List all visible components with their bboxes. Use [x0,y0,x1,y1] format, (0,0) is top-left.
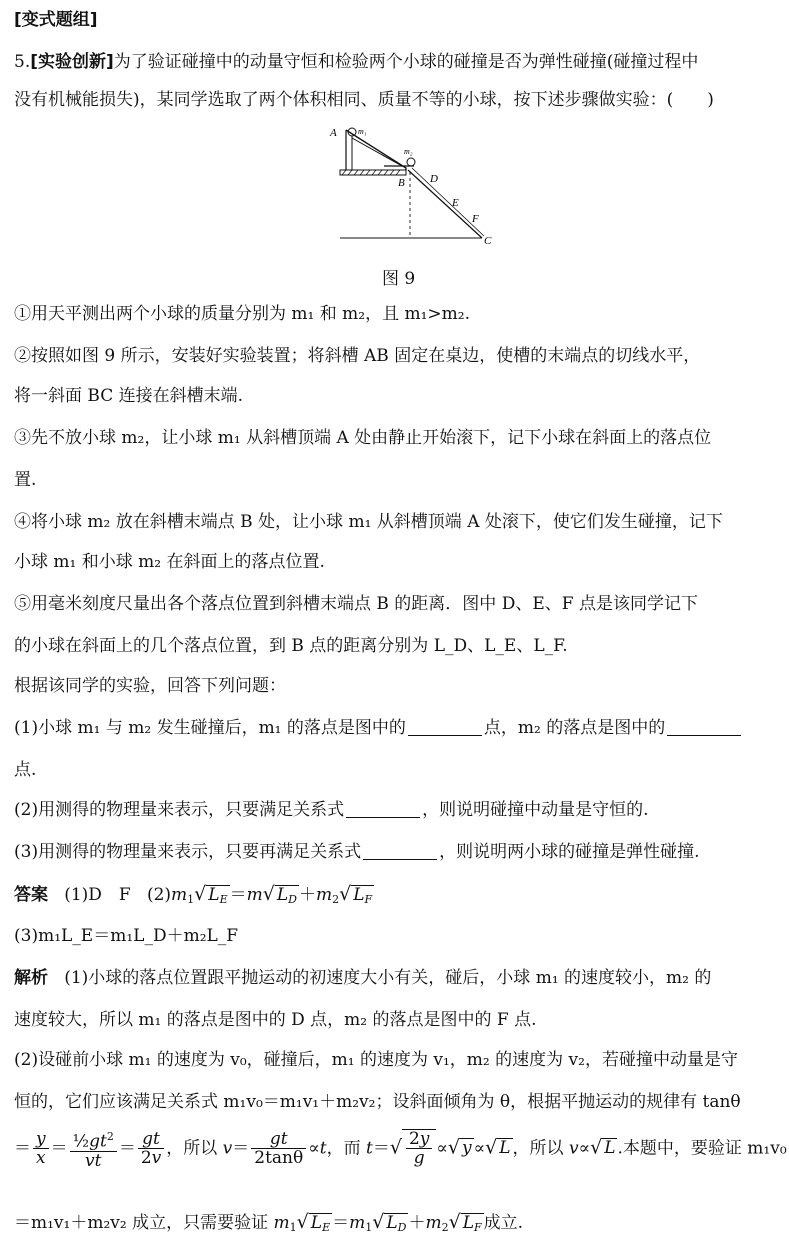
label-f: F [472,213,479,225]
step-2-line-2: 将一斜面 BC 连接在斜槽末端. [14,386,244,406]
q1-pre: (1)小球 m₁ 与 m₂ 发生碰撞后，m₁ 的落点是图中的 [14,718,406,738]
ball-m2 [407,158,415,166]
analysis-2-line-1: (2)设碰前小球 m₁ 的速度为 v₀，碰撞后，m₁ 的速度为 v₁，m₂ 的速度为 v₂，若碰撞中动量是守 [14,1050,738,1070]
analysis-1-line-1 [14,966,711,990]
q3-pre: (3)用测得的物理量来表示，只要再满足关系式 [14,842,362,862]
question-stem-line-1 [14,50,698,74]
q1-mid: 点，m₂ 的落点是图中的 [483,718,666,738]
prompt: 根据该同学的实验，回答下列问题： [14,676,286,696]
slot-ab-inner [352,138,402,166]
step-3-line-1: ③先不放小球 m₂，让小球 m₁ 从斜槽顶端 A 处由静止开始滚下，记下小球在斜面上的落点位 [14,428,712,448]
frac-half-gt2-over-vt: $\frac{\frac{1}{2}gt^2}{vt}$ [70,1128,117,1170]
label-m1: m₁ [358,127,367,136]
slope-bc-edge [412,168,484,236]
label-a: A [330,127,337,139]
answer-1: (1)D F [64,885,131,905]
q1-blank-m1[interactable] [408,717,482,736]
frac-gt-over-2tan: $\frac{gt}{2\tan\theta}$ [251,1130,306,1167]
analysis-label: 解析 [14,968,48,988]
q3-blank[interactable] [363,841,437,860]
analysis-1-line-2: 速度较大，所以 m₁ 的落点是图中的 D 点，m₂ 的落点是图中的 F 点. [14,1010,537,1030]
figure-9-diagram [324,120,504,250]
analysis-2d-formula: $m_1√$ $L_E =m_1√$ $L_D +m_2√$ $L_F$ [274,1213,484,1233]
label-d: D [430,173,438,185]
figure-caption: 图 9 [382,269,416,289]
q1-blank-m2[interactable] [667,717,741,736]
analysis-2-line-2: 恒的，它们应该满足关系式 m₁v₀＝m₁v₁＋m₂v₂；设斜面倾角为 θ，根据平抛运动的规律有 tanθ [14,1092,741,1112]
step-4-line-2: 小球 m₁ 和小球 m₂ 在斜面上的落点位置. [14,552,325,572]
label-m2: m₂ [404,147,413,156]
frac-y-over-x: $\frac{y}{x}$ [33,1130,49,1167]
question-3 [14,840,700,864]
q2-pre: (2)用测得的物理量来表示，只要满足关系式 [14,800,345,820]
question-number: 5. [14,52,31,72]
q2-post: ，则说明碰撞中动量是守恒的. [422,800,649,820]
question-tag: [实验创新] [30,52,114,72]
label-e: E [452,197,459,209]
section-header: [变式题组] [14,10,98,30]
analysis-2d-pre: ＝m₁v₁＋m₂v₂ 成立，只需要验证 [14,1213,269,1233]
slot-ab [346,130,406,170]
step-5-line-1: ⑤用毫米刻度尺量出各个落点位置到斜槽末端点 B 的距离．图中 D、E、F 点是该同学记下 [14,594,698,614]
answer-2-pre: (2) [146,885,172,905]
step-1: ①用天平测出两个小球的质量分别为 m₁ 和 m₂，且 m₁>m₂. [14,304,471,324]
step-2-line-1: ②按照如图 9 所示，安装好实验装置；将斜槽 AB 固定在桌边，使槽的末端点的切线水平， [14,346,701,366]
answer-3: (3)m₁L_E＝m₁L_D＋m₂L_F [14,926,239,946]
q3-post: ，则说明两小球的碰撞是弹性碰撞. [439,842,700,862]
answer-2-formula: $m_1√$ $L_E =m√$ $L_D +m_2√$ $L_F$ [171,885,374,905]
question-stem-text: 为了验证碰撞中的动量守恒和检验两个小球的碰撞是否为弹性碰撞(碰撞过程中 [113,52,699,72]
question-1-line-2: 点. [14,760,37,780]
answer-label: 答案 [14,885,48,905]
label-c: C [484,235,492,247]
step-5-line-2: 的小球在斜面上的几个落点位置，到 B 点的距离分别为 L_D、L_E、L_F. [14,636,568,656]
analysis-1a: (1)小球的落点位置跟平抛运动的初速度大小有关，碰后，小球 m₁ 的速度较小，m₂ 的 [64,968,712,988]
analysis-2d-post: 成立. [483,1213,524,1233]
label-b: B [398,177,405,189]
table-hatch [342,170,400,175]
slope-bc [408,170,482,238]
analysis-2-line-3: ＝ $\frac{y}{x}$ ＝ $\frac{\frac{1}{2}gt^2}{vt}$ ＝ $\frac{gt}{2v}$ ，所以 v＝ $\frac{gt}{2\tan\theta}$ ∝t，而 t＝√ $\frac{2y}{g}$ ∝√ y ∝√ L ，所以 v∝√ L .本题中，要验证 m₁v₀ [14,1129,787,1171]
frac-gt-over-2v: $\frac{gt}{2v}$ [138,1130,164,1167]
answer-line-1 [14,882,374,912]
step-3-line-2: 置. [14,470,37,490]
question-stem-line-2: 没有机械能损失)，某同学选取了两个体积相同、质量不等的小球，按下述步骤做实验：( ) [14,90,714,110]
question-2 [14,798,649,822]
q2-blank[interactable] [346,799,420,818]
analysis-2c-tail: .本题中，要验证 m₁v₀ [617,1138,787,1159]
step-4-line-1: ④将小球 m₂ 放在斜槽末端点 B 处，让小球 m₁ 从斜槽顶端 A 处滚下，使它们发生碰撞，记下 [14,512,723,532]
question-1-line-1 [14,716,743,740]
